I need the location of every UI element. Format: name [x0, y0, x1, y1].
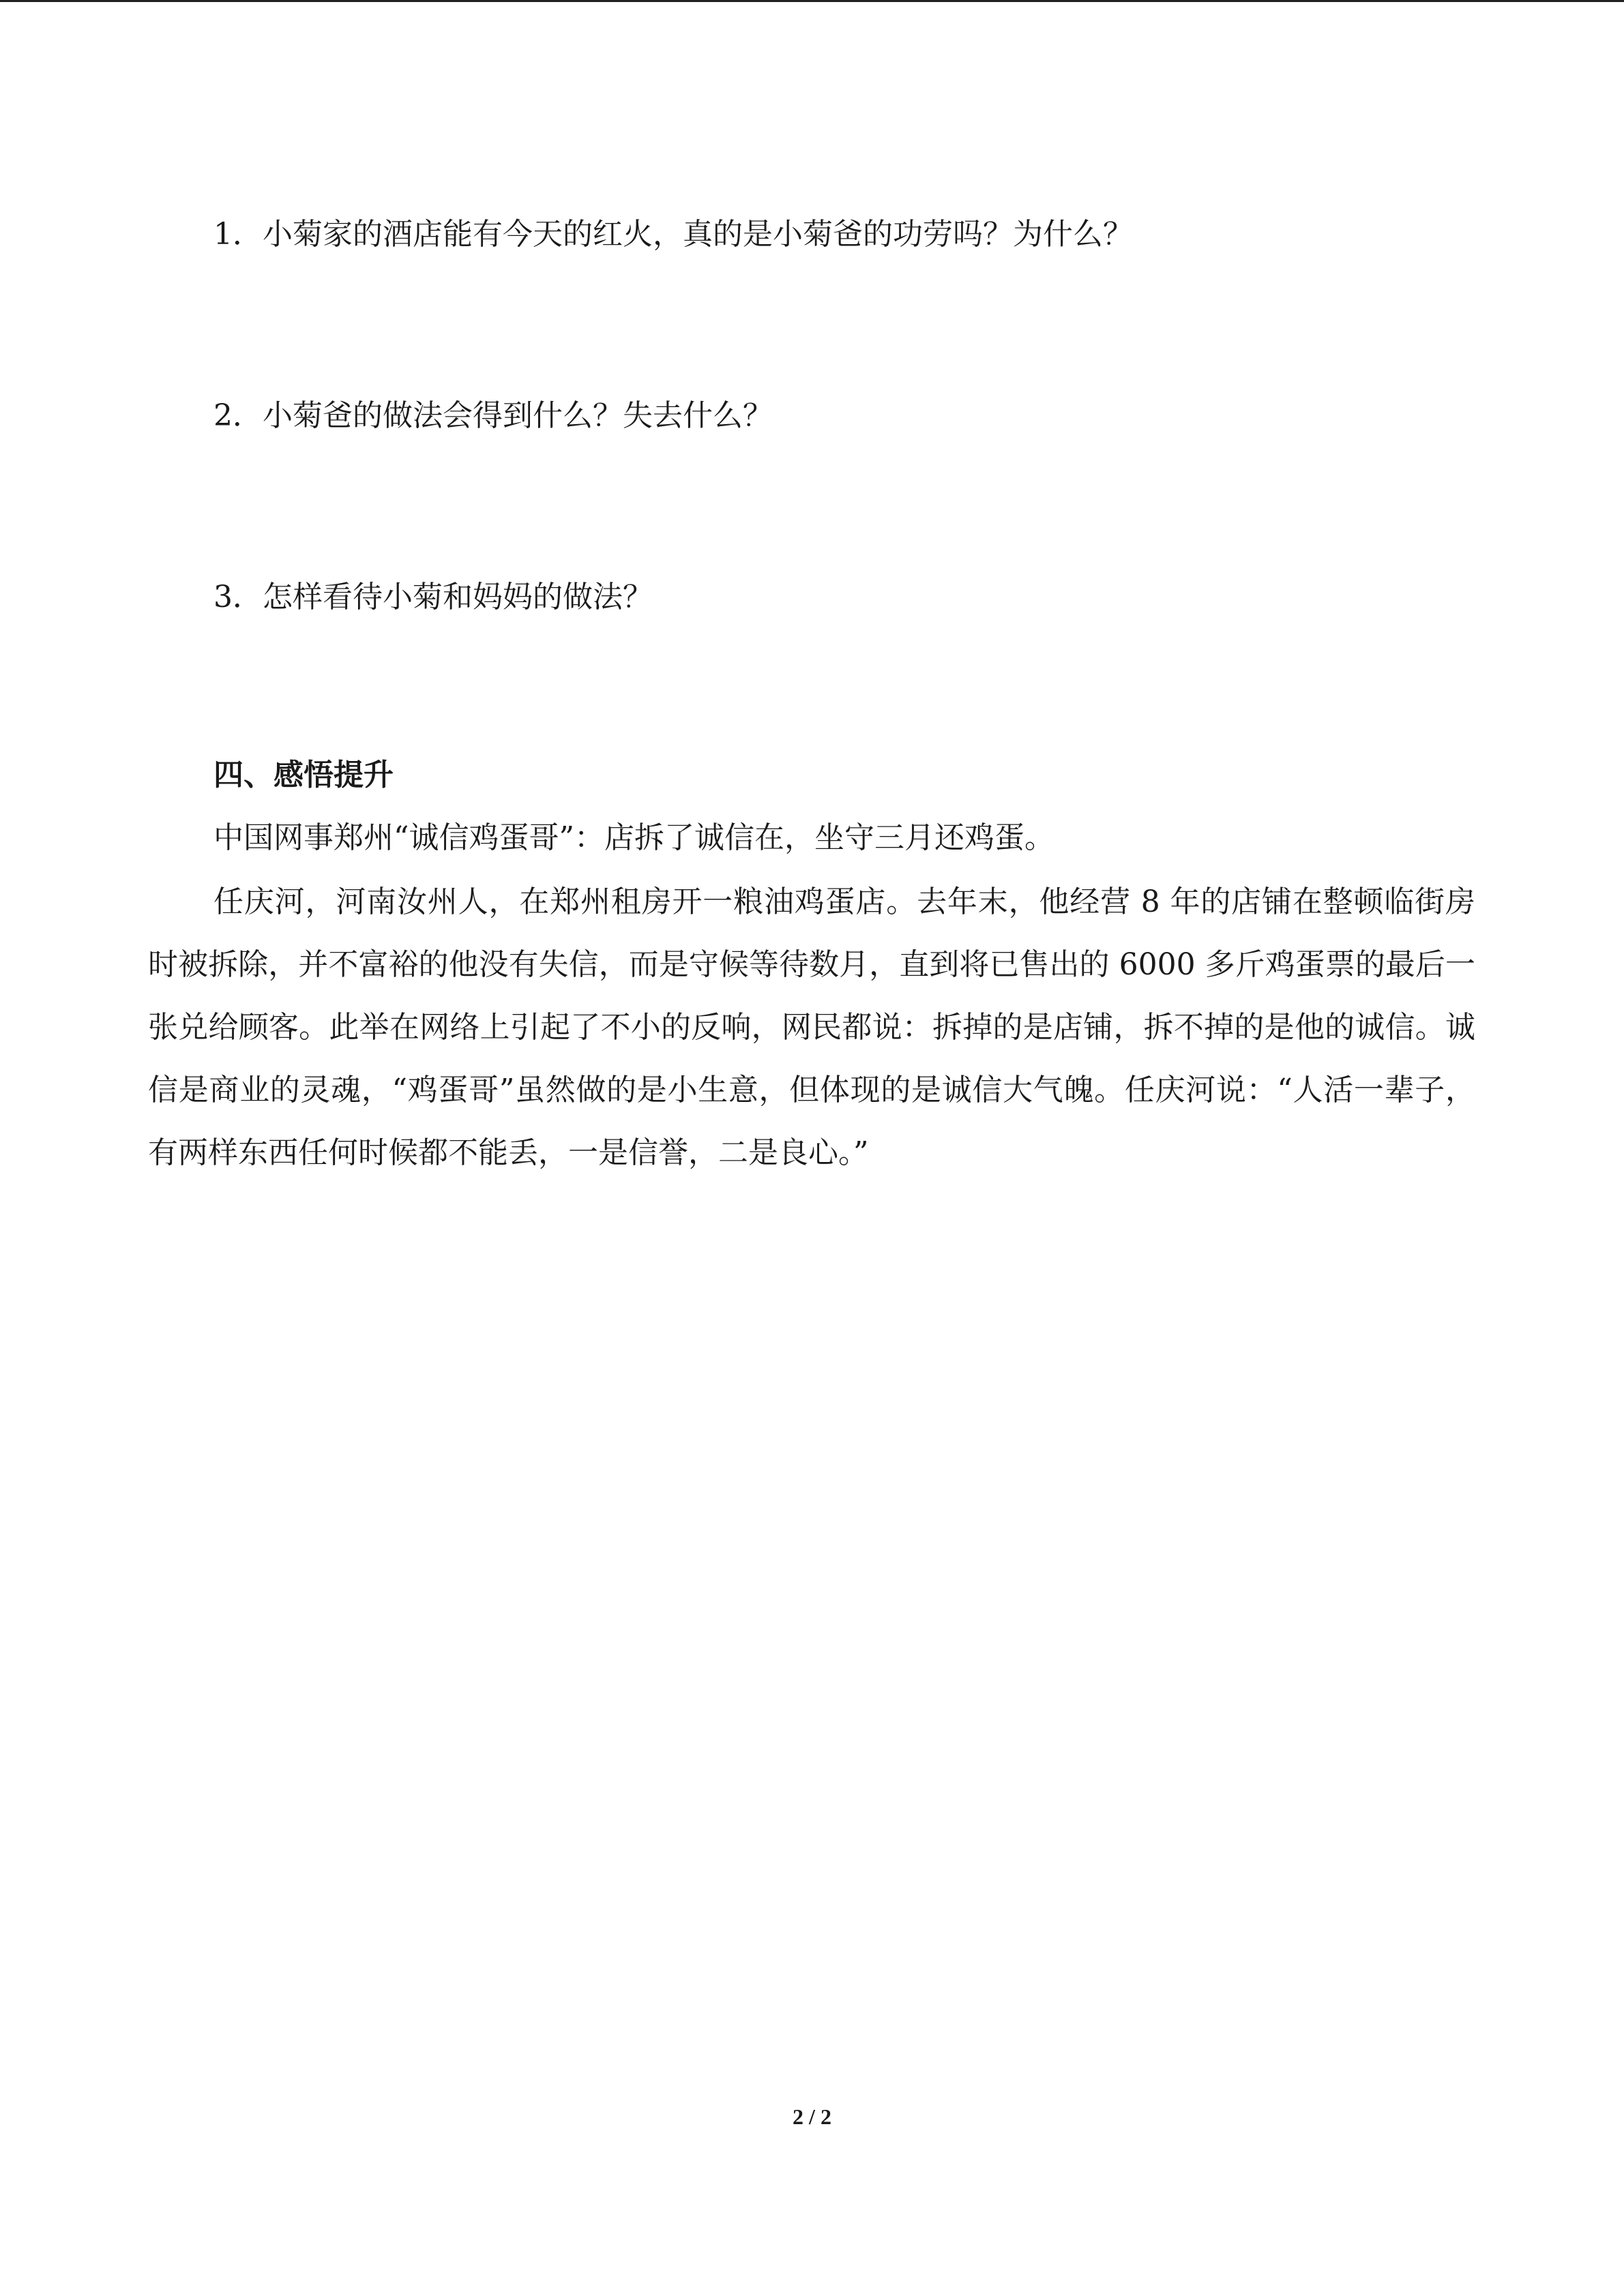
- question-2: 2．小菊爸的做法会得到什么？失去什么？: [213, 398, 773, 433]
- section-heading: 四、感悟提升: [213, 758, 394, 792]
- section-lead: 中国网事郑州“诚信鸡蛋哥”：店拆了诚信在，坐守三月还鸡蛋。: [213, 820, 1054, 855]
- question-1: 1．小菊家的酒店能有今天的红火，真的是小菊爸的功劳吗？为什么？: [213, 217, 1133, 252]
- question-3: 3．怎样看待小菊和妈妈的做法？: [213, 580, 653, 614]
- story-paragraph: 任庆河，河南汝州人，在郑州租房开一粮油鸡蛋店。去年末，他经营 8 年的店铺在整顿临街房时被拆除，并不富裕的他没有失信，而是守候等待数月，直到将已售出的 6000 多斤鸡蛋票的最后一张兑给顾客。此举在网络上引起了不小的反响，网民都说：拆掉的是店铺，拆不掉的是他的诚信。诚信是商业的灵魂，“鸡蛋哥”虽然做的是小生意，但体现的是诚信大气魄。任庆河说：“人活一辈子，有两样东西任何时候都不能丢，一是信誉，二是良心。”: [148, 884, 1475, 1170]
- page-number: 2 / 2: [793, 2104, 831, 2129]
